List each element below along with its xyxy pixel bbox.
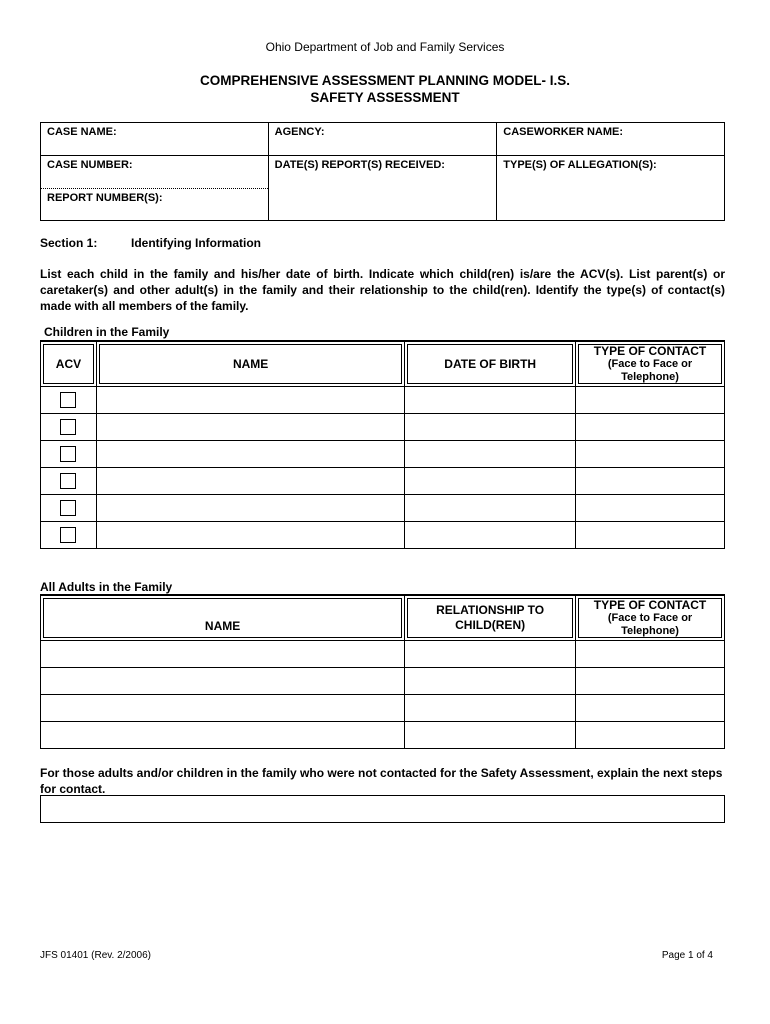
col-dob-header: DATE OF BIRTH [407, 344, 573, 384]
adult-relationship-cell[interactable] [405, 668, 576, 695]
dates-report-received-field[interactable] [268, 156, 497, 221]
next-steps-input[interactable] [40, 795, 725, 823]
form-title: COMPREHENSIVE ASSESSMENT PLANNING MODEL- I.S. [199, 73, 571, 88]
acv-checkbox[interactable] [60, 473, 76, 489]
col-relationship-header [407, 598, 573, 638]
adult-contact-cell[interactable] [576, 722, 725, 749]
child-contact-cell[interactable] [576, 522, 725, 549]
report-numbers-label: REPORT NUMBER(S): [47, 192, 163, 204]
acv-checkbox[interactable] [60, 500, 76, 516]
section-number: Section 1: [40, 236, 98, 250]
table-row [41, 668, 725, 695]
child-dob-cell[interactable] [405, 387, 576, 414]
adult-relationship-cell[interactable] [405, 641, 576, 668]
child-name-cell[interactable] [96, 495, 404, 522]
children-table [40, 340, 725, 549]
table-row [41, 414, 725, 441]
col-name-header: NAME [99, 344, 402, 384]
adult-contact-cell[interactable] [576, 668, 725, 695]
caseworker-name-field[interactable] [497, 123, 725, 156]
adults-table-caption: All Adults in the Family [40, 580, 173, 594]
col-adult-contact-header [578, 598, 722, 638]
child-contact-cell[interactable] [576, 387, 725, 414]
col-relationship-label: RELATIONSHIP TO CHILD(REN) [436, 603, 545, 632]
agency-line: Ohio Department of Job and Family Services [265, 40, 505, 54]
form-id: JFS 01401 (Rev. 2/2006) [40, 950, 151, 961]
adults-table [40, 594, 725, 749]
adult-contact-cell[interactable] [576, 641, 725, 668]
col-acv-header: ACV [43, 344, 94, 384]
dates-report-received-label: DATE(S) REPORT(S) RECEIVED: [274, 159, 445, 171]
section-heading [40, 236, 261, 250]
child-name-cell[interactable] [96, 414, 404, 441]
section-instructions: List each child in the family and his/her date of birth. Indicate which child(ren) is/are the ACV(s). List parent(s) or caretaker(s) and other adult(s) in the family and their relationship to the child(ren). Identify the type(s) of contact(s) made with all members of the family. [40, 267, 725, 313]
table-row [41, 495, 725, 522]
table-row [41, 441, 725, 468]
child-contact-cell[interactable] [576, 441, 725, 468]
agency-label: AGENCY: [274, 126, 325, 138]
child-dob-cell[interactable] [405, 522, 576, 549]
col-adult-name-label: NAME [204, 619, 241, 633]
child-name-cell[interactable] [96, 441, 404, 468]
page-number: Page 1 of 4 [661, 950, 713, 961]
acv-checkbox[interactable] [60, 446, 76, 462]
col-contact-header [578, 344, 722, 384]
acv-checkbox[interactable] [60, 527, 76, 543]
case-name-label: CASE NAME: [47, 126, 117, 138]
child-dob-cell[interactable] [405, 441, 576, 468]
adult-name-cell[interactable] [41, 668, 405, 695]
adult-relationship-cell[interactable] [405, 722, 576, 749]
section-title: Identifying Information [131, 236, 261, 250]
adults-rows [41, 641, 725, 749]
children-rows [41, 387, 725, 549]
child-dob-cell[interactable] [405, 414, 576, 441]
table-row [41, 522, 725, 549]
col-adult-name-header [43, 598, 402, 638]
case-number-field[interactable] [41, 156, 269, 189]
child-contact-cell[interactable] [576, 414, 725, 441]
acv-checkbox[interactable] [60, 419, 76, 435]
child-name-cell[interactable] [96, 522, 404, 549]
types-of-allegation-label: TYPE(S) OF ALLEGATION(S): [503, 159, 657, 171]
child-contact-cell[interactable] [576, 495, 725, 522]
case-info-table [40, 122, 725, 221]
types-of-allegation-field[interactable] [497, 156, 725, 221]
col-adult-contact-subtitle: (Face to Face or Telephone) [607, 612, 693, 637]
table-row [41, 387, 725, 414]
table-row [41, 468, 725, 495]
next-steps-prompt: For those adults and/or children in the family who were not contacted for the Safety Assessment, explain the next steps for contact. [40, 766, 723, 796]
case-name-field[interactable] [41, 123, 269, 156]
adult-name-cell[interactable] [41, 722, 405, 749]
child-contact-cell[interactable] [576, 468, 725, 495]
child-dob-cell[interactable] [405, 468, 576, 495]
adult-name-cell[interactable] [41, 641, 405, 668]
table-row [41, 722, 725, 749]
child-dob-cell[interactable] [405, 495, 576, 522]
col-contact-title: TYPE OF CONTACT [593, 344, 707, 358]
acv-checkbox[interactable] [60, 392, 76, 408]
child-name-cell[interactable] [96, 387, 404, 414]
child-name-cell[interactable] [96, 468, 404, 495]
col-contact-subtitle: (Face to Face or Telephone) [607, 358, 693, 383]
adult-name-cell[interactable] [41, 695, 405, 722]
case-number-label: CASE NUMBER: [47, 159, 133, 171]
agency-field[interactable] [268, 123, 497, 156]
col-adult-contact-title: TYPE OF CONTACT [593, 598, 707, 612]
children-table-caption: Children in the Family [44, 325, 170, 339]
report-numbers-field[interactable] [41, 189, 269, 221]
table-row [41, 641, 725, 668]
caseworker-name-label: CASEWORKER NAME: [503, 126, 624, 138]
adult-relationship-cell[interactable] [405, 695, 576, 722]
adult-contact-cell[interactable] [576, 695, 725, 722]
form-subtitle: SAFETY ASSESSMENT [310, 90, 460, 105]
table-row [41, 695, 725, 722]
